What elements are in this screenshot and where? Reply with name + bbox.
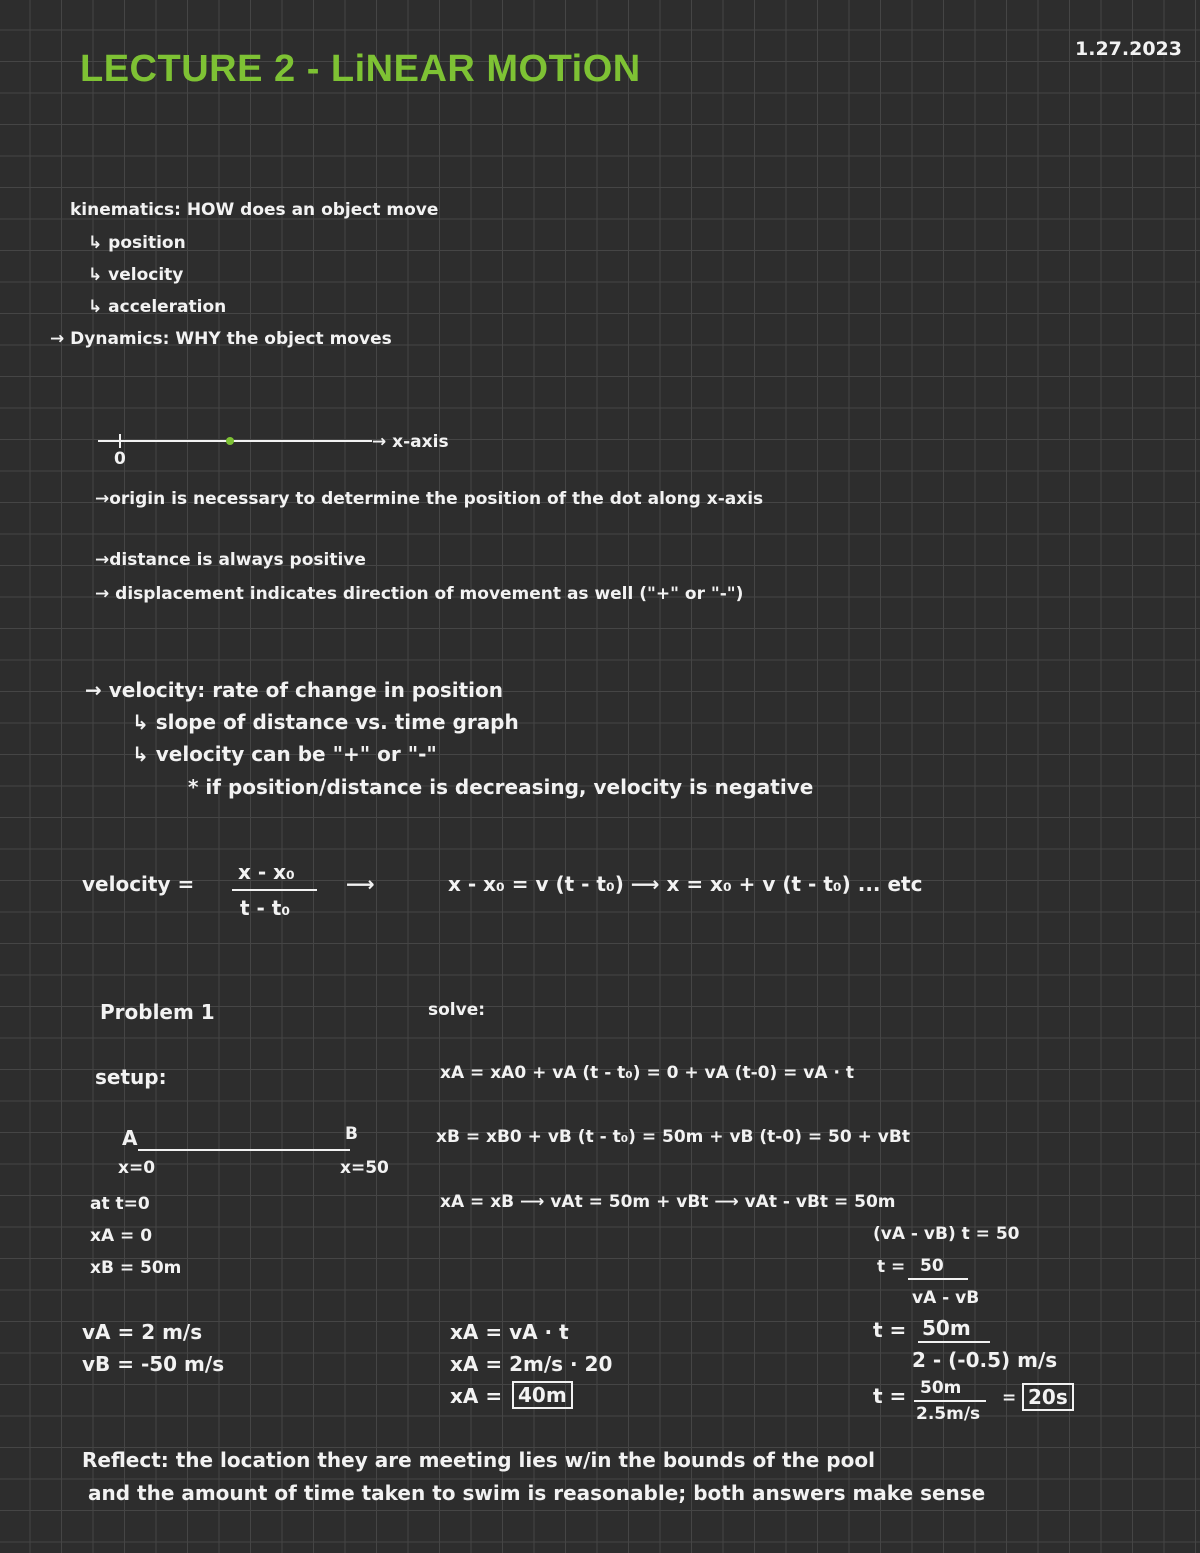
eq6-fraction-bar	[918, 1341, 990, 1343]
origin-note: →origin is necessary to determine the position of the dot along x-axis	[95, 489, 764, 509]
kinematics-item-position: ↳ position	[88, 233, 186, 253]
position-dot	[226, 437, 234, 445]
eq7-denominator: 2.5m/s	[916, 1404, 981, 1424]
eq6-numerator: 50m	[922, 1316, 971, 1340]
eq6-lhs: t =	[873, 1318, 907, 1342]
point-b-label: B	[345, 1124, 358, 1144]
setup-label: setup:	[95, 1065, 167, 1089]
formula-rhs: x - x₀ = v (t - t₀) ⟶ x = x₀ + v (t - t₀) ... etc	[448, 872, 923, 896]
xa-position-label: x=0	[118, 1158, 156, 1178]
solve-label: solve:	[428, 1000, 486, 1020]
reflect-line-2: and the amount of time taken to swim is reasonable; both answers make sense	[88, 1481, 986, 1505]
displacement-note: → displacement indicates direction of movement as well ("+" or "-")	[95, 584, 744, 604]
eq5-denominator: vA - vB	[912, 1288, 980, 1308]
formula-denominator: t - t₀	[240, 896, 291, 920]
kinematics-item-acceleration: ↳ acceleration	[88, 297, 227, 317]
eq5-numerator: 50	[920, 1256, 944, 1276]
velocity-item-slope: ↳ slope of distance vs. time graph	[132, 710, 519, 734]
xb-position-label: x=50	[340, 1158, 389, 1178]
eq5-fraction-bar	[908, 1278, 968, 1280]
page-title: LECTURE 2 - LiNEAR MOTiON	[80, 48, 641, 90]
eq5-lhs: t =	[877, 1257, 906, 1277]
equation-equal: xA = xB ⟶ vAt = 50m + vBt ⟶ vAt - vBt = 50m	[440, 1192, 896, 1212]
velocity-note: * if position/distance is decreasing, velocity is negative	[188, 775, 814, 799]
distance-note: →distance is always positive	[95, 550, 366, 570]
eq7-lhs: t =	[873, 1384, 907, 1408]
eq6-denominator: 2 - (-0.5) m/s	[912, 1348, 1058, 1372]
equation-xa: xA = xA0 + vA (t - t₀) = 0 + vA (t-0) = vA · t	[440, 1063, 854, 1083]
point-a-label: A	[122, 1126, 138, 1150]
formula-numerator: x - x₀	[238, 860, 295, 884]
x-axis-label: → x-axis	[372, 432, 449, 452]
equation-factor: (vA - vB) t = 50	[873, 1224, 1020, 1244]
eq7-fraction-bar	[914, 1400, 986, 1402]
dynamics-line: → Dynamics: WHY the object moves	[50, 329, 392, 349]
formula-lhs: velocity =	[82, 872, 195, 896]
kinematics-heading: kinematics: HOW does an object move	[70, 200, 439, 220]
formula-arrow: ⟶	[346, 872, 375, 896]
answer-time: 20s	[1022, 1383, 1074, 1411]
date-label: 1.27.2023	[1075, 38, 1182, 60]
answer-position: 40m	[512, 1381, 573, 1409]
origin-label: 0	[114, 449, 126, 469]
xa-calc-1: xA = vA · t	[450, 1320, 569, 1344]
xa-calc-3: xA =	[450, 1384, 503, 1408]
velocity-item-sign: ↳ velocity can be "+" or "-"	[132, 742, 437, 766]
problem-title: Problem 1	[100, 1000, 215, 1024]
given-xa: xA = 0	[90, 1226, 153, 1246]
given-xb: xB = 50m	[90, 1258, 182, 1278]
fraction-bar	[232, 889, 317, 891]
given-va: vA = 2 m/s	[82, 1320, 203, 1344]
reflect-line-1: Reflect: the location they are meeting lies w/in the bounds of the pool	[82, 1448, 875, 1472]
xa-calc-2: xA = 2m/s · 20	[450, 1352, 613, 1376]
eq7-equals: =	[1002, 1388, 1017, 1408]
given-vb: vB = -50 m/s	[82, 1352, 225, 1376]
eq7-numerator: 50m	[920, 1378, 962, 1398]
velocity-heading: → velocity: rate of change in position	[85, 678, 503, 702]
kinematics-item-velocity: ↳ velocity	[88, 265, 184, 285]
given-time: at t=0	[90, 1194, 150, 1214]
equation-xb: xB = xB0 + vB (t - t₀) = 50m + vB (t-0) = 50 + vBt	[436, 1127, 910, 1147]
